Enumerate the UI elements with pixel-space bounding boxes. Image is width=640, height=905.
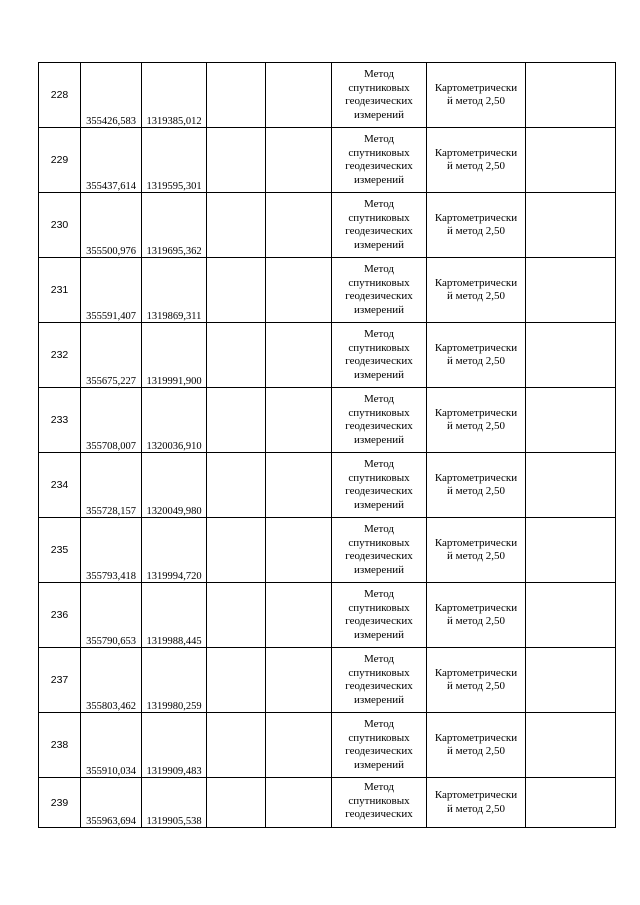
method-cell xyxy=(332,648,427,713)
x-coordinate-cell: 355793,418 xyxy=(81,518,142,583)
method-cell xyxy=(332,583,427,648)
y-coordinate-cell: 1319905,538 xyxy=(142,778,207,828)
accuracy-cell xyxy=(427,713,526,778)
method-text: Метод спутниковых геодезических измерений xyxy=(345,393,413,446)
accuracy-cell xyxy=(427,648,526,713)
empty-cell xyxy=(207,258,266,323)
empty-cell xyxy=(207,518,266,583)
table-row xyxy=(39,583,616,648)
method-text: Метод спутниковых геодезических измерений xyxy=(345,718,413,771)
y-coordinate-cell: 1319994,720 xyxy=(142,518,207,583)
point-number-cell: 233 xyxy=(39,388,81,453)
empty-cell xyxy=(266,63,332,128)
point-number-cell: 234 xyxy=(39,453,81,518)
empty-cell xyxy=(207,648,266,713)
method-cell xyxy=(332,388,427,453)
empty-cell xyxy=(266,193,332,258)
empty-cell xyxy=(526,453,616,518)
x-coordinate-cell: 355437,614 xyxy=(81,128,142,193)
point-number-cell: 237 xyxy=(39,648,81,713)
empty-cell xyxy=(266,453,332,518)
accuracy-cell xyxy=(427,258,526,323)
empty-cell xyxy=(266,258,332,323)
empty-cell xyxy=(207,63,266,128)
empty-cell xyxy=(207,323,266,388)
empty-cell xyxy=(207,583,266,648)
empty-cell xyxy=(526,388,616,453)
empty-cell xyxy=(526,63,616,128)
accuracy-text: Картометрически й метод 2,50 xyxy=(434,211,518,237)
accuracy-text: Картометрически й метод 2,50 xyxy=(434,341,518,367)
empty-cell xyxy=(266,518,332,583)
method-cell xyxy=(332,258,427,323)
empty-cell xyxy=(266,778,332,828)
x-coordinate-cell: 355728,157 xyxy=(81,453,142,518)
y-coordinate-cell: 1320049,980 xyxy=(142,453,207,518)
accuracy-cell xyxy=(427,518,526,583)
table-row xyxy=(39,388,616,453)
point-number-cell: 228 xyxy=(39,63,81,128)
accuracy-text: Картометрически й метод 2,50 xyxy=(434,471,518,497)
method-text: Метод спутниковых геодезических измерений xyxy=(345,263,413,316)
empty-cell xyxy=(266,388,332,453)
point-number-cell: 230 xyxy=(39,193,81,258)
method-text: Метод спутниковых геодезических измерений xyxy=(345,588,413,641)
method-text: Метод спутниковых геодезических измерений xyxy=(345,458,413,511)
method-text: Метод спутниковых геодезических xyxy=(345,781,413,820)
empty-cell xyxy=(266,713,332,778)
accuracy-text: Картометрически й метод 2,50 xyxy=(434,81,518,107)
table-row xyxy=(39,128,616,193)
point-number-cell: 235 xyxy=(39,518,81,583)
empty-cell xyxy=(266,323,332,388)
table-row xyxy=(39,648,616,713)
accuracy-text: Картометрически й метод 2,50 xyxy=(434,666,518,692)
x-coordinate-cell: 355591,407 xyxy=(81,258,142,323)
accuracy-cell xyxy=(427,63,526,128)
method-cell xyxy=(332,518,427,583)
empty-cell xyxy=(526,258,616,323)
x-coordinate-cell: 355803,462 xyxy=(81,648,142,713)
method-cell xyxy=(332,323,427,388)
method-cell xyxy=(332,713,427,778)
table-row xyxy=(39,453,616,518)
empty-cell xyxy=(207,453,266,518)
method-cell xyxy=(332,63,427,128)
empty-cell xyxy=(526,323,616,388)
table-row xyxy=(39,518,616,583)
table-row xyxy=(39,258,616,323)
method-cell xyxy=(332,453,427,518)
table-row xyxy=(39,778,616,828)
empty-cell xyxy=(207,193,266,258)
point-number-cell: 232 xyxy=(39,323,81,388)
accuracy-cell xyxy=(427,128,526,193)
method-text: Метод спутниковых геодезических измерений xyxy=(345,328,413,381)
x-coordinate-cell: 355500,976 xyxy=(81,193,142,258)
empty-cell xyxy=(526,583,616,648)
empty-cell xyxy=(207,128,266,193)
method-text: Метод спутниковых геодезических измерений xyxy=(345,523,413,576)
table-row xyxy=(39,713,616,778)
y-coordinate-cell: 1319385,012 xyxy=(142,63,207,128)
method-cell xyxy=(332,128,427,193)
table-row xyxy=(39,63,616,128)
method-text: Метод спутниковых геодезических измерений xyxy=(345,653,413,706)
accuracy-text: Картометрически й метод 2,50 xyxy=(434,276,518,302)
y-coordinate-cell: 1320036,910 xyxy=(142,388,207,453)
empty-cell xyxy=(526,648,616,713)
point-number-cell: 229 xyxy=(39,128,81,193)
method-text: Метод спутниковых геодезических измерений xyxy=(345,68,413,121)
accuracy-text: Картометрически й метод 2,50 xyxy=(434,601,518,627)
accuracy-text: Картометрически й метод 2,50 xyxy=(434,731,518,757)
empty-cell xyxy=(207,388,266,453)
y-coordinate-cell: 1319595,301 xyxy=(142,128,207,193)
method-cell xyxy=(332,778,427,828)
method-text: Метод спутниковых геодезических измерений xyxy=(345,198,413,251)
y-coordinate-cell: 1319991,900 xyxy=(142,323,207,388)
accuracy-text: Картометрически й метод 2,50 xyxy=(434,406,518,432)
table-row xyxy=(39,193,616,258)
table-row xyxy=(39,323,616,388)
accuracy-text: Картометрически й метод 2,50 xyxy=(434,789,518,815)
x-coordinate-cell: 355708,007 xyxy=(81,388,142,453)
accuracy-text: Картометрически й метод 2,50 xyxy=(434,536,518,562)
method-text: Метод спутниковых геодезических измерений xyxy=(345,133,413,186)
point-number-cell: 236 xyxy=(39,583,81,648)
empty-cell xyxy=(266,648,332,713)
empty-cell xyxy=(526,713,616,778)
table-body xyxy=(39,63,616,828)
coordinates-table xyxy=(38,62,616,828)
empty-cell xyxy=(207,713,266,778)
accuracy-cell xyxy=(427,453,526,518)
point-number-cell: 231 xyxy=(39,258,81,323)
x-coordinate-cell: 355426,583 xyxy=(81,63,142,128)
point-number-cell: 239 xyxy=(39,778,81,828)
accuracy-cell xyxy=(427,193,526,258)
empty-cell xyxy=(526,778,616,828)
accuracy-cell xyxy=(427,583,526,648)
accuracy-cell xyxy=(427,388,526,453)
accuracy-text: Картометрически й метод 2,50 xyxy=(434,146,518,172)
empty-cell xyxy=(266,583,332,648)
empty-cell xyxy=(266,128,332,193)
empty-cell xyxy=(526,128,616,193)
y-coordinate-cell: 1319988,445 xyxy=(142,583,207,648)
empty-cell xyxy=(207,778,266,828)
method-cell xyxy=(332,193,427,258)
y-coordinate-cell: 1319869,311 xyxy=(142,258,207,323)
y-coordinate-cell: 1319980,259 xyxy=(142,648,207,713)
x-coordinate-cell: 355963,694 xyxy=(81,778,142,828)
accuracy-cell xyxy=(427,778,526,828)
empty-cell xyxy=(526,193,616,258)
empty-cell xyxy=(526,518,616,583)
y-coordinate-cell: 1319695,362 xyxy=(142,193,207,258)
x-coordinate-cell: 355790,653 xyxy=(81,583,142,648)
point-number-cell: 238 xyxy=(39,713,81,778)
y-coordinate-cell: 1319909,483 xyxy=(142,713,207,778)
accuracy-cell xyxy=(427,323,526,388)
x-coordinate-cell: 355675,227 xyxy=(81,323,142,388)
x-coordinate-cell: 355910,034 xyxy=(81,713,142,778)
